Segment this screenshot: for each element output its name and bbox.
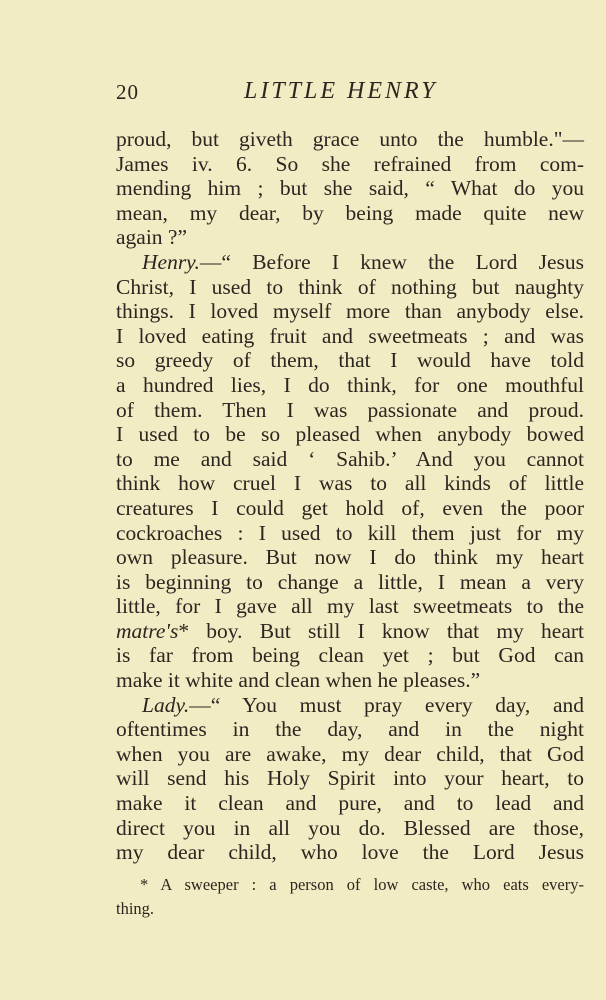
text-line: again ?” (116, 225, 188, 250)
text-line: direct you in all you do. Blessed are those, (116, 815, 584, 840)
henry-speech: —“ Before I knew the Lord Jesus (199, 249, 584, 274)
text-line: own pleasure. But now I do think my heart (116, 545, 584, 570)
text-line: proud, but giveth grace unto the humble."— (116, 127, 584, 151)
text-line: cockroaches : I used to kill them just for my (116, 520, 584, 545)
text-line: I used to be so pleased when anybody bowed (116, 422, 584, 447)
matre-rest: * boy. But still I know that my heart (178, 618, 584, 643)
text-line-henry (116, 250, 584, 275)
text-line: a hundred lies, I do think, for one mouthful (116, 372, 584, 397)
text-line: is far from being clean yet ; but God can (116, 643, 584, 668)
text-line: think how cruel I was to all kinds of little (116, 471, 584, 496)
body-text (116, 127, 584, 865)
page-number: 20 (116, 80, 139, 104)
text-line: mean, my dear, by being made quite new (116, 200, 584, 225)
text-line: my dear child, who love the Lord Jesus (116, 840, 584, 865)
text-line: Christ, I used to think of nothing but naughty (116, 274, 584, 299)
running-title: LITTLE HENRY (244, 78, 438, 104)
footnote-line: * A sweeper : a person of low caste, who eats every- (140, 875, 584, 894)
text-line: creatures I could get hold of, even the poor (116, 495, 584, 520)
speaker-henry: Henry. (142, 249, 200, 274)
text-line: little, for I gave all my last sweetmeats to the (116, 594, 584, 619)
text-line: make it clean and pure, and to lead and (116, 791, 584, 816)
word-matre: matre's (116, 618, 179, 643)
text-line: oftentimes in the day, and in the night (116, 717, 584, 742)
text-line-matre (116, 619, 584, 644)
footnote-line: thing. (116, 899, 155, 918)
text-line: to me and said ‘ Sahib.’ And you cannot (116, 446, 584, 471)
text-line: things. I loved myself more than anybody else. (116, 299, 584, 324)
text-line: will send his Holy Spirit into your heart, to (116, 766, 584, 791)
text-line: of them. Then I was passionate and proud. (116, 397, 584, 422)
text-line-lady (116, 693, 584, 718)
text-line: mending him ; but she said, “ What do you (116, 176, 584, 201)
page-header (116, 78, 586, 108)
footnote (116, 873, 584, 921)
text-line: make it white and clean when he pleases.” (116, 668, 481, 693)
text-line: when you are awake, my dear child, that God (116, 741, 584, 766)
text-line: is beginning to change a little, I mean a very (116, 569, 584, 594)
text-line: so greedy of them, that I would have told (116, 348, 584, 373)
text-line: I loved eating fruit and sweetmeats ; and was (116, 323, 584, 348)
lady-speech: —“ You must pray every day, and (189, 692, 584, 717)
speaker-lady: Lady. (142, 692, 190, 717)
text-line: James iv. 6. So she refrained from com- (116, 151, 584, 176)
